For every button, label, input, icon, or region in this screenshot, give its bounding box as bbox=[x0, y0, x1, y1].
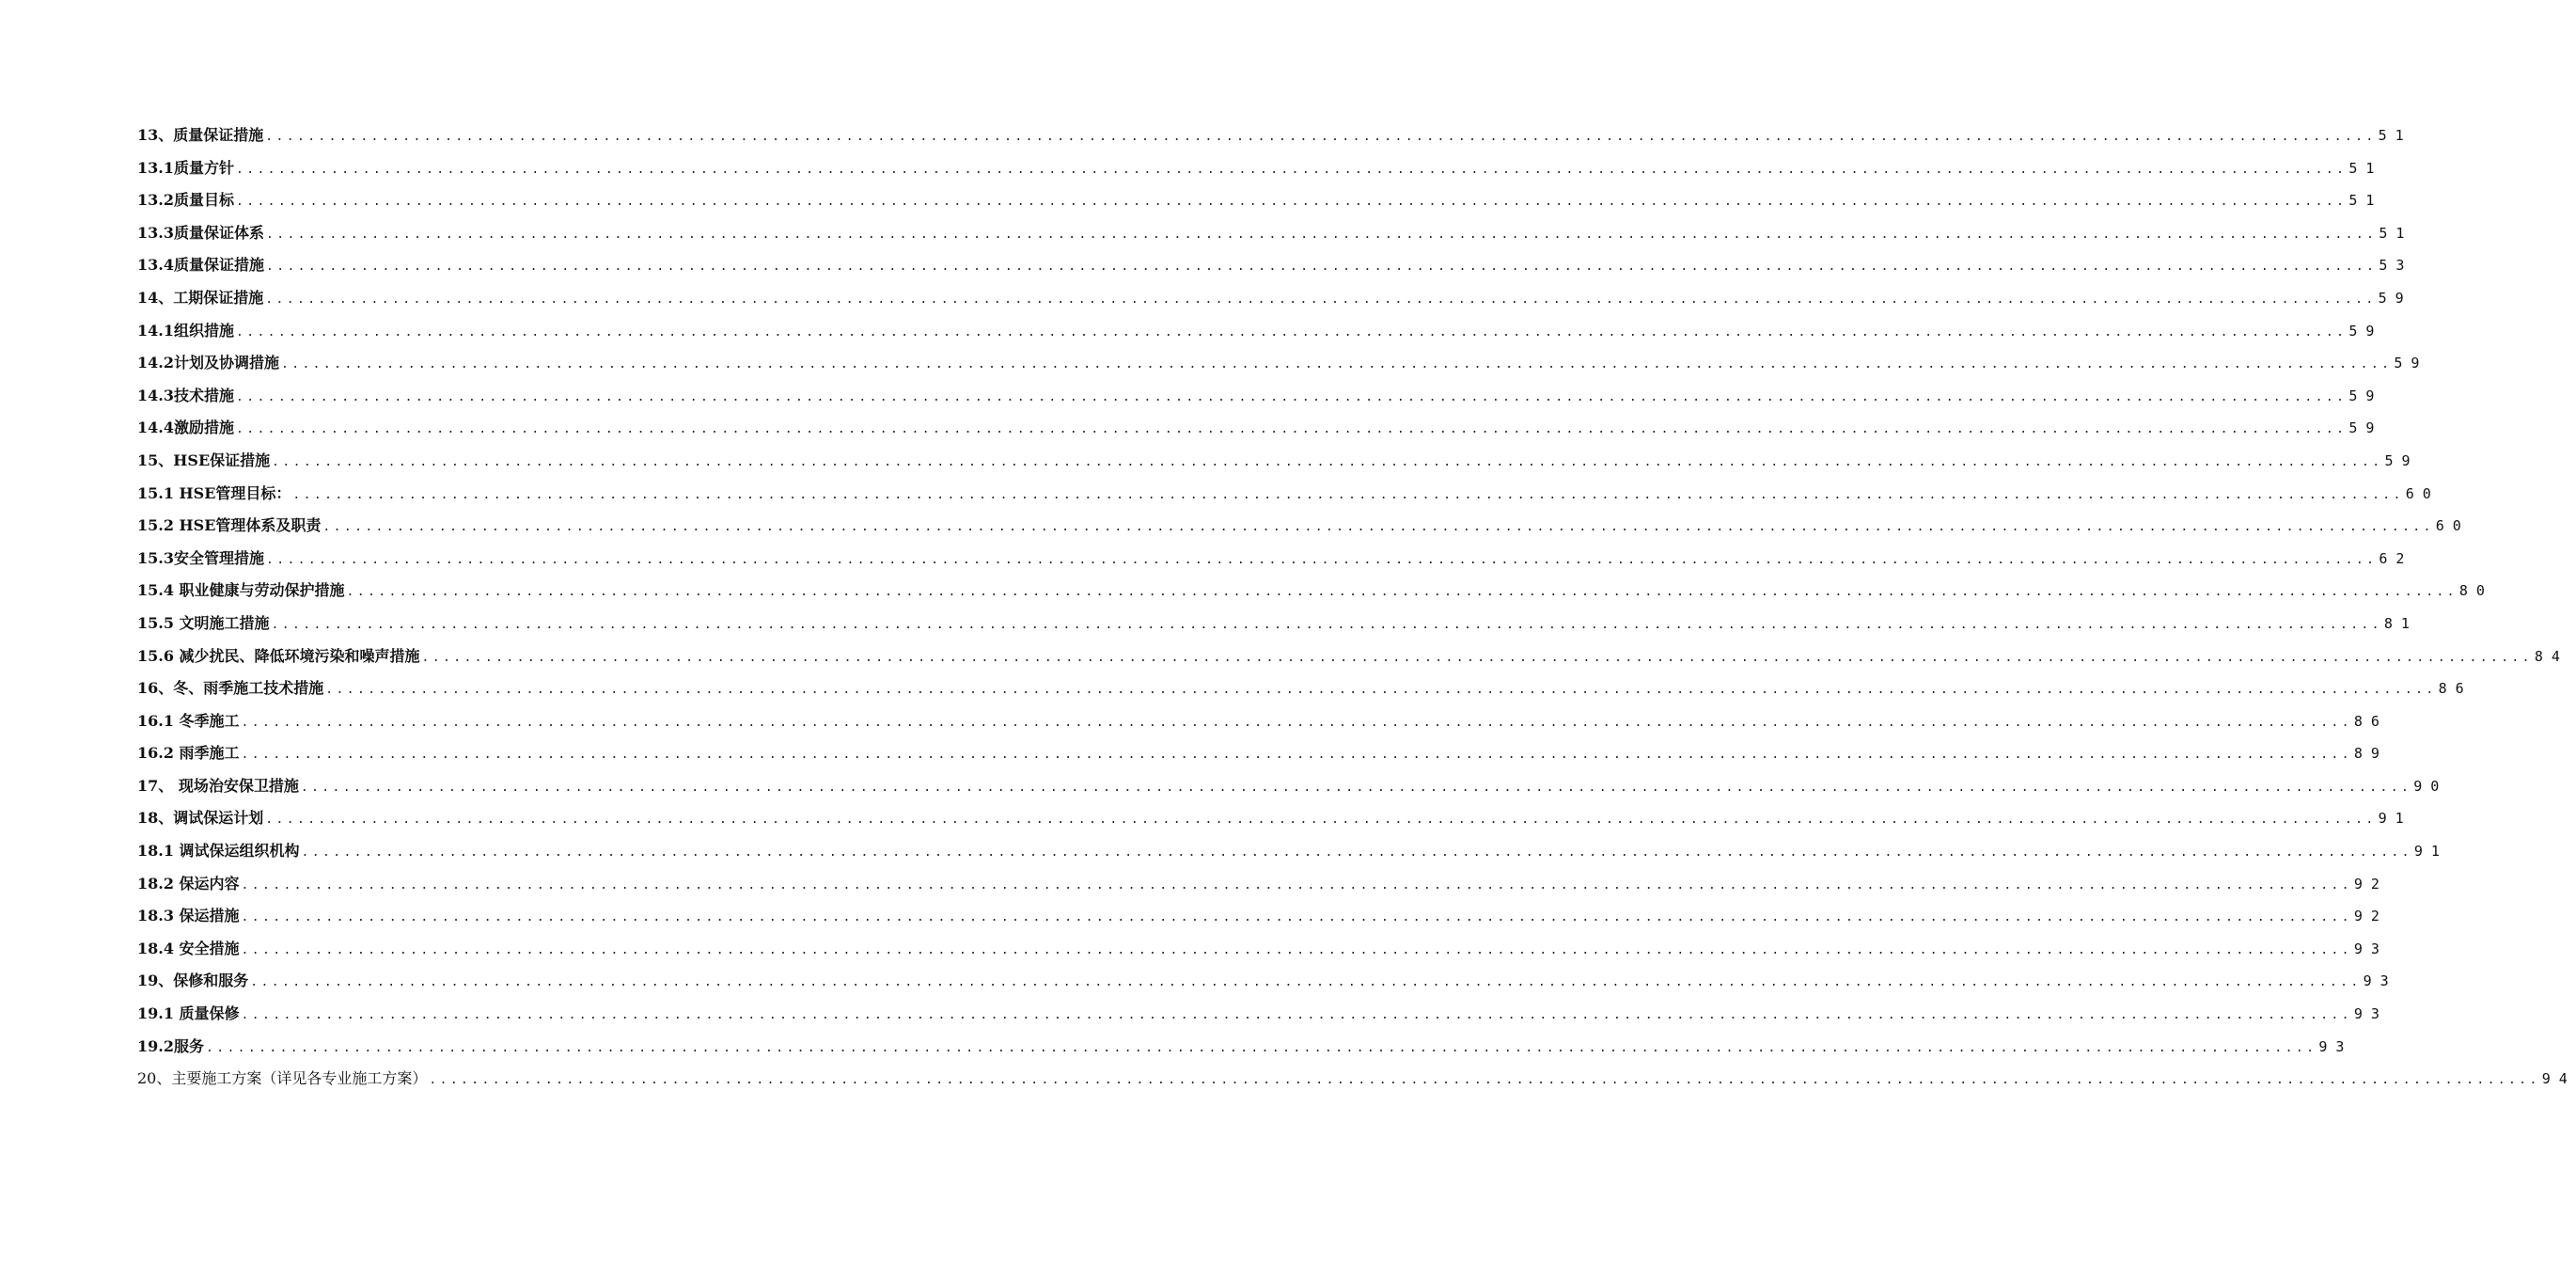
dot-leader: ........................................................................................................................................................................................................ bbox=[205, 1040, 2317, 1055]
toc-entry-title: 19、保修和服务 bbox=[137, 972, 249, 990]
dot-leader: ........................................................................................................................................................................................................ bbox=[421, 650, 2533, 665]
dot-leader: ........................................................................................................................................................................................................ bbox=[346, 585, 2458, 600]
toc-entry[interactable] bbox=[137, 802, 2412, 835]
toc-entry-page: 91 bbox=[2378, 810, 2412, 828]
toc-entry-title: 13.1质量方针 bbox=[137, 158, 234, 177]
toc-entry[interactable] bbox=[137, 608, 2418, 640]
toc-entry[interactable] bbox=[137, 119, 2412, 152]
toc-entry-title: 15.1 HSE管理目标： bbox=[137, 483, 291, 502]
toc-entry-page: 62 bbox=[2379, 549, 2413, 567]
toc-entry-title: 15、HSE保证措施 bbox=[137, 450, 271, 469]
toc-entry[interactable] bbox=[137, 1063, 2576, 1096]
dot-leader: ........................................................................................................................................................................................................ bbox=[271, 617, 2382, 632]
toc-entry[interactable] bbox=[137, 445, 2419, 478]
toc-entry[interactable] bbox=[137, 380, 2383, 413]
toc-entry[interactable] bbox=[137, 412, 2383, 445]
toc-entry-title: 15.4 职业健康与劳动保护措施 bbox=[137, 581, 345, 600]
dot-leader: ........................................................................................................................................................................................................ bbox=[265, 292, 2377, 307]
dot-leader: ........................................................................................................................................................................................................ bbox=[292, 487, 2404, 502]
toc-entry-title: 18.3 保运措施 bbox=[137, 907, 240, 925]
toc-entry-title: 19.2服务 bbox=[137, 1036, 204, 1055]
dot-leader: ........................................................................................................................................................................................................ bbox=[265, 552, 2378, 567]
toc-entry-page: 94 bbox=[2541, 1070, 2576, 1088]
dot-leader: ........................................................................................................................................................................................................ bbox=[250, 975, 2362, 990]
toc-entry-title: 14.3技术措施 bbox=[137, 386, 234, 404]
toc-entry-title: 14、工期保证措施 bbox=[137, 288, 264, 307]
dot-leader: ........................................................................................................................................................................................................ bbox=[235, 324, 2348, 340]
toc-entry-page: 59 bbox=[2394, 355, 2428, 372]
toc-entry-title: 13.3质量保证体系 bbox=[137, 223, 264, 242]
dot-leader: ........................................................................................................................................................................................................ bbox=[241, 910, 2352, 925]
toc-entry-page: 59 bbox=[2378, 289, 2412, 307]
table-of-contents bbox=[137, 119, 2576, 1096]
toc-entry-page: 93 bbox=[2353, 1005, 2388, 1023]
dot-leader: ........................................................................................................................................................................................................ bbox=[322, 520, 2434, 535]
toc-entry-page: 59 bbox=[2348, 419, 2383, 437]
toc-entry-title: 15.3安全管理措施 bbox=[137, 548, 264, 567]
toc-entry[interactable] bbox=[137, 1031, 2353, 1064]
toc-entry-page: 90 bbox=[2413, 777, 2448, 795]
toc-entry-page: 86 bbox=[2438, 680, 2473, 698]
toc-entry-page: 59 bbox=[2348, 387, 2383, 404]
toc-entry-page: 93 bbox=[2353, 940, 2388, 957]
toc-entry[interactable] bbox=[137, 868, 2388, 901]
toc-entry-title: 13.4质量保证措施 bbox=[137, 256, 264, 275]
toc-entry[interactable] bbox=[137, 152, 2383, 185]
dot-leader: ........................................................................................................................................................................................................ bbox=[429, 1073, 2540, 1088]
dot-leader: ........................................................................................................................................................................................................ bbox=[325, 683, 2437, 698]
toc-entry[interactable] bbox=[137, 543, 2413, 576]
dot-leader: ........................................................................................................................................................................................................ bbox=[241, 715, 2352, 730]
toc-entry-title: 17、 现场治安保卫措施 bbox=[137, 776, 299, 795]
toc-entry-title: 18.2 保运内容 bbox=[137, 874, 240, 893]
toc-entry-page: 51 bbox=[2378, 127, 2412, 144]
toc-entry-page: 92 bbox=[2353, 908, 2388, 925]
toc-entry-title: 14.4激励措施 bbox=[137, 419, 234, 437]
dot-leader: ........................................................................................................................................................................................................ bbox=[235, 162, 2348, 177]
toc-entry[interactable] bbox=[137, 770, 2448, 803]
toc-entry[interactable] bbox=[137, 640, 2568, 673]
toc-entry-title: 15.2 HSE管理体系及职责 bbox=[137, 516, 322, 535]
toc-entry-page: 93 bbox=[2318, 1037, 2353, 1055]
dot-leader: ........................................................................................................................................................................................................ bbox=[241, 877, 2352, 893]
toc-entry-page: 92 bbox=[2353, 875, 2388, 893]
toc-entry-title: 18.4 安全措施 bbox=[137, 939, 240, 957]
toc-entry-page: 60 bbox=[2405, 484, 2440, 502]
toc-entry-title: 20、主要施工方案（详见各专业施工方案） bbox=[137, 1069, 428, 1088]
dot-leader: ........................................................................................................................................................................................................ bbox=[265, 227, 2378, 242]
toc-entry[interactable] bbox=[137, 347, 2428, 380]
dot-leader: ........................................................................................................................................................................................................ bbox=[265, 813, 2377, 828]
toc-entry[interactable] bbox=[137, 965, 2397, 998]
toc-entry-title: 18.1 调试保运组织机构 bbox=[137, 842, 300, 861]
toc-entry[interactable] bbox=[137, 998, 2388, 1031]
toc-entry-page: 53 bbox=[2379, 257, 2413, 275]
dot-leader: ........................................................................................................................................................................................................ bbox=[265, 260, 2378, 275]
toc-entry-title: 19.1 质量保修 bbox=[137, 1004, 240, 1023]
toc-entry[interactable] bbox=[137, 282, 2412, 315]
toc-entry-page: 59 bbox=[2348, 322, 2383, 340]
toc-entry-title: 15.5 文明施工措施 bbox=[137, 613, 270, 632]
dot-leader: ........................................................................................................................................................................................................ bbox=[235, 195, 2348, 210]
toc-entry-page: 91 bbox=[2413, 843, 2448, 861]
toc-entry-page: 89 bbox=[2353, 745, 2388, 763]
toc-entry-page: 51 bbox=[2348, 159, 2383, 177]
dot-leader: ........................................................................................................................................................................................................ bbox=[280, 357, 2393, 372]
toc-entry[interactable] bbox=[137, 672, 2473, 705]
toc-entry-page: 51 bbox=[2348, 192, 2383, 210]
toc-entry[interactable] bbox=[137, 933, 2388, 966]
toc-entry-title: 14.2计划及协调措施 bbox=[137, 354, 279, 372]
dot-leader: ........................................................................................................................................................................................................ bbox=[241, 1008, 2352, 1023]
toc-entry[interactable] bbox=[137, 315, 2383, 348]
toc-entry-page: 84 bbox=[2534, 647, 2568, 665]
dot-leader: ........................................................................................................................................................................................................ bbox=[241, 748, 2352, 763]
toc-entry[interactable] bbox=[137, 478, 2440, 511]
toc-entry-page: 60 bbox=[2435, 517, 2470, 535]
toc-entry-title: 14.1组织措施 bbox=[137, 321, 234, 340]
toc-entry-page: 80 bbox=[2458, 582, 2493, 600]
toc-entry[interactable] bbox=[137, 184, 2383, 217]
toc-entry-title: 13、质量保证措施 bbox=[137, 126, 264, 144]
dot-leader: ........................................................................................................................................................................................................ bbox=[272, 454, 2383, 469]
dot-leader: ........................................................................................................................................................................................................ bbox=[300, 780, 2412, 795]
toc-entry-title: 13.2质量目标 bbox=[137, 191, 234, 210]
dot-leader: ........................................................................................................................................................................................................ bbox=[235, 389, 2348, 404]
toc-entry[interactable] bbox=[137, 737, 2388, 770]
toc-entry[interactable] bbox=[137, 249, 2413, 282]
dot-leader: ........................................................................................................................................................................................................ bbox=[301, 845, 2412, 861]
toc-entry[interactable] bbox=[137, 575, 2493, 608]
toc-entry[interactable] bbox=[137, 217, 2413, 250]
toc-entry[interactable] bbox=[137, 705, 2388, 738]
toc-entry[interactable] bbox=[137, 510, 2470, 543]
toc-entry[interactable] bbox=[137, 900, 2388, 933]
toc-entry-title: 16、冬、雨季施工技术措施 bbox=[137, 679, 324, 698]
toc-entry-page: 81 bbox=[2383, 614, 2418, 632]
toc-entry-title: 16.1 冬季施工 bbox=[137, 711, 240, 730]
toc-entry[interactable] bbox=[137, 835, 2448, 868]
toc-entry-page: 86 bbox=[2353, 712, 2388, 730]
dot-leader: ........................................................................................................................................................................................................ bbox=[241, 942, 2352, 957]
dot-leader: ........................................................................................................................................................................................................ bbox=[265, 130, 2377, 144]
toc-entry-title: 18、调试保运计划 bbox=[137, 809, 264, 828]
toc-entry-page: 59 bbox=[2384, 451, 2419, 469]
dot-leader: ........................................................................................................................................................................................................ bbox=[235, 422, 2348, 437]
toc-entry-title: 15.6 减少扰民、降低环境污染和噪声措施 bbox=[137, 646, 420, 665]
toc-entry-title: 16.2 雨季施工 bbox=[137, 744, 240, 763]
toc-entry-page: 51 bbox=[2379, 224, 2413, 242]
toc-entry-page: 93 bbox=[2363, 972, 2397, 990]
